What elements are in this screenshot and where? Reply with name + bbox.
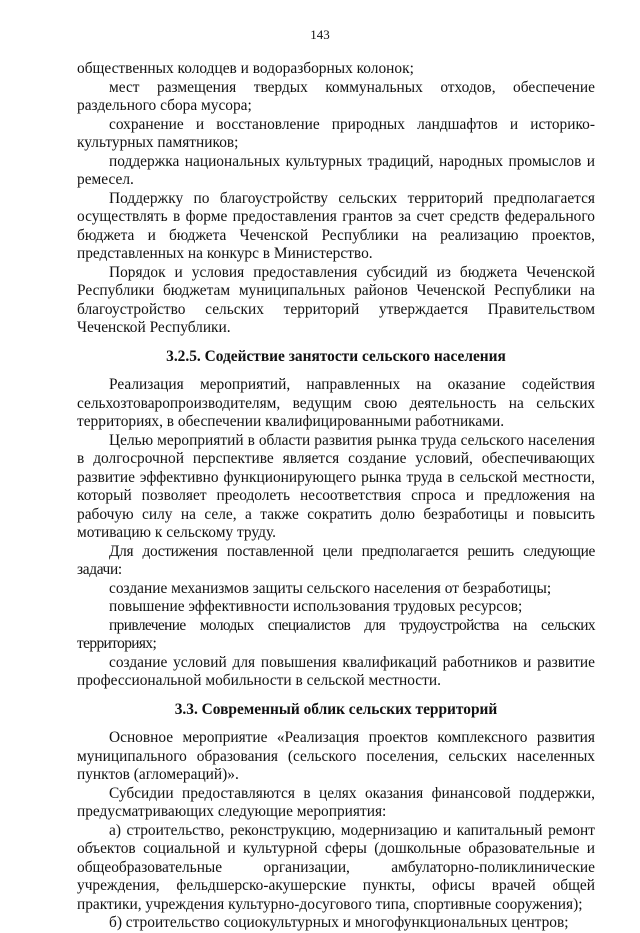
- paragraph: Субсидии предоставляются в целях оказания финансовой поддержки, предусматривающих следующие мероприятия:: [77, 784, 595, 820]
- paragraph: Для достижения поставленной цели предполагается решить следующие задачи:: [77, 542, 595, 578]
- paragraph: Порядок и условия предоставления субсидий из бюджета Чеченской Республики бюджетам муниципальных районов Чеченской Республики на благоустройство сельских территорий утверждается Правительством Чеченской Республики.: [77, 263, 595, 336]
- paragraph: общественных колодцев и водоразборных колонок;: [77, 60, 414, 77]
- paragraph: Реализация мероприятий, направленных на оказание содействия сельхозтоваропроизводителям, ведущим свою деятельность на сельских территориях, в обеспечении квалифицированными работниками.: [77, 376, 595, 430]
- section-heading: 3.3. Современный облик сельских территорий: [174, 700, 498, 718]
- paragraph: Поддержку по благоустройству сельских территорий предполагается осуществлять в форме предоставления грантов за счет средств федерального бюджета и бюджета Чеченской Республики на реализацию проектов, представленных на конкурс в Министерство.: [77, 189, 595, 262]
- section-heading: 3.2.5. Содействие занятости сельского населения: [166, 347, 506, 365]
- list-item: создание механизмов защиты сельского населения от безработицы;: [109, 579, 552, 597]
- paragraph: а) строительство, реконструкцию, модернизацию и капитальный ремонт объектов социальной и культурной сферы (дошкольные образовательные и общеобразовательные организации, амбулаторно-поликлинические учреждения, фельдшерско-акушерские пункты, офисы врачей общей практики, учреждения культурно-досугового типа, спортивные сооружения);: [77, 821, 595, 913]
- list-item: повышение эффективности использования трудовых ресурсов;: [109, 598, 523, 615]
- document-body: [77, 60, 595, 933]
- paragraph: поддержка национальных культурных традиций, народных промыслов и ремесел.: [77, 152, 595, 188]
- paragraph: создание условий для повышения квалификаций работников и развитие профессиональной мобильности в сельской местности.: [77, 653, 595, 689]
- paragraph: Целью мероприятий в области развития рынка труда сельского населения в долгосрочной перспективе является создание условий, обеспечивающих развитие эффективно функционирующего рынка труда в сельской местности, который позволяет преодолеть несоответствия спроса и предложения на рабочую силу на селе, а также сократить долю безработицы и повысить мотивацию к сельскому труду.: [77, 431, 595, 541]
- page-number: 143: [310, 27, 330, 42]
- paragraph: б) строительство социокультурных и многофункциональных центров;: [109, 914, 569, 931]
- paragraph: сохранение и восстановление природных ландшафтов и историко-культурных памятников;: [77, 115, 595, 151]
- paragraph: мест размещения твердых коммунальных отходов, обеспечение раздельного сбора мусора;: [77, 78, 595, 114]
- list-item: привлечение молодых специалистов для трудоустройства на сельских территориях;: [77, 616, 595, 652]
- paragraph: Основное мероприятие «Реализация проектов комплексного развития муниципального образования (сельского поселения, сельских населенных пунктов (агломераций)».: [77, 729, 595, 783]
